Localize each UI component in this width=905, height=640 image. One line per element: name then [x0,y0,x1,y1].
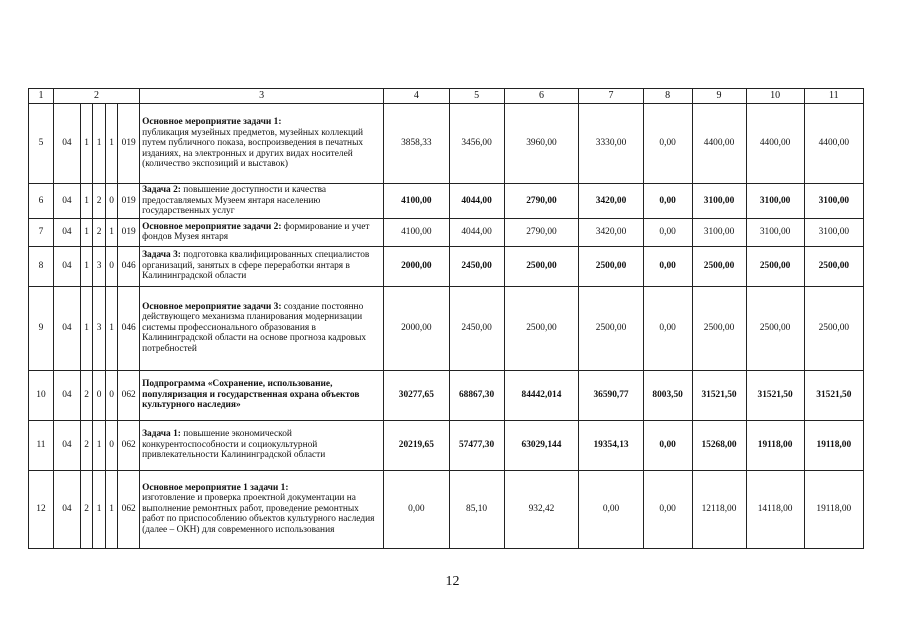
value-cell: 3100,00 [804,184,863,219]
value-cell: 0,00 [643,184,692,219]
description-heading: Задача 1: [142,429,181,440]
value-cell: 63029,144 [504,420,579,470]
description-cell [140,370,384,420]
value-cell: 19118,00 [804,420,863,470]
code-cell: 0 [93,370,105,420]
header-cell: 5 [449,89,504,104]
value-cell: 30277,65 [384,370,449,420]
value-cell: 0,00 [579,470,643,548]
code-cell: 04 [53,218,80,246]
code-cell: 3 [93,286,105,370]
value-cell: 84442,014 [504,370,579,420]
value-cell: 2500,00 [804,286,863,370]
value-cell: 2450,00 [449,246,504,286]
header-cell: 1 [29,89,54,104]
code-cell: 04 [53,246,80,286]
value-cell: 3330,00 [579,104,643,184]
value-cell: 3456,00 [449,104,504,184]
value-cell: 0,00 [643,470,692,548]
value-cell: 3100,00 [746,218,804,246]
code-cell: 1 [80,104,92,184]
value-cell: 31521,50 [692,370,746,420]
header-row [29,89,864,104]
value-cell: 2790,00 [504,218,579,246]
value-cell: 2500,00 [579,286,643,370]
table-row [29,470,864,548]
code-cell: 019 [118,104,140,184]
value-cell: 19354,13 [579,420,643,470]
code-cell: 2 [80,370,92,420]
description-text: повышение экономической конкурентоспособности и социокультурной привлекательности Калининградской области [142,429,326,461]
header-cell: 10 [746,89,804,104]
value-cell: 0,00 [384,470,449,548]
code-cell: 062 [118,420,140,470]
header-cell: 7 [579,89,643,104]
description-text: публикация музейных предметов, музейных коллекций путем публичного показа, воспроизведения в печатных изданиях, на электронных и других видах носителей (количество экспозиций и выставок) [142,127,364,170]
value-cell: 2500,00 [746,246,804,286]
value-cell: 85,10 [449,470,504,548]
code-cell: 04 [53,286,80,370]
value-cell: 14118,00 [746,470,804,548]
description-cell [140,218,384,246]
value-cell: 2500,00 [504,286,579,370]
table-row [29,104,864,184]
budget-table [28,88,864,549]
code-cell: 1 [93,104,105,184]
description-text: повышение доступности и качества предоставляемых Музеем янтаря населению государственных услуг [142,185,327,217]
value-cell: 0,00 [643,104,692,184]
value-cell: 3420,00 [579,184,643,219]
code-cell: 04 [53,370,80,420]
value-cell: 0,00 [643,420,692,470]
code-cell: 0 [105,420,117,470]
table-row [29,246,864,286]
code-cell: 1 [80,218,92,246]
value-cell: 15268,00 [692,420,746,470]
table-row [29,184,864,219]
code-cell: 1 [80,184,92,219]
code-cell: 2 [93,218,105,246]
value-cell: 0,00 [643,286,692,370]
value-cell: 2500,00 [692,286,746,370]
code-cell: 1 [105,470,117,548]
value-cell: 57477,30 [449,420,504,470]
value-cell: 12118,00 [692,470,746,548]
value-cell: 19118,00 [804,470,863,548]
header-cell: 2 [53,89,139,104]
description-cell [140,286,384,370]
header-cell: 9 [692,89,746,104]
row-number-cell: 9 [29,286,54,370]
header-cell: 11 [804,89,863,104]
value-cell: 3858,33 [384,104,449,184]
value-cell: 2500,00 [746,286,804,370]
value-cell: 3420,00 [579,218,643,246]
value-cell: 19118,00 [746,420,804,470]
code-cell: 2 [80,420,92,470]
description-heading: Основное мероприятие 1 задачи 1: [142,482,289,493]
description-heading: Подпрограмма «Сохранение, использование, популяризация и государственная охрана объектов культурного наследия» [142,379,360,411]
row-number-cell: 6 [29,184,54,219]
value-cell: 8003,50 [643,370,692,420]
value-cell: 0,00 [643,246,692,286]
value-cell: 3100,00 [746,184,804,219]
description-text: подготовка квалифицированных специалистов организаций, занятых в сфере переработки янтаря в Калининградской области [142,250,370,282]
description-heading: Задача 2: [142,185,181,195]
code-cell: 1 [105,104,117,184]
table-row [29,370,864,420]
value-cell: 31521,50 [804,370,863,420]
description-text: изготовление и проверка проектной документации на выполнение ремонтных работ, проведение ремонтных работ по приспособлению объектов культурного наследия (далее – ОКН) для современного использования [142,493,375,535]
value-cell: 2450,00 [449,286,504,370]
value-cell: 68867,30 [449,370,504,420]
value-cell: 3100,00 [804,218,863,246]
code-cell: 019 [118,218,140,246]
code-cell: 062 [118,470,140,548]
value-cell: 3100,00 [692,218,746,246]
code-cell: 062 [118,370,140,420]
table-row [29,420,864,470]
code-cell: 04 [53,184,80,219]
code-cell: 3 [93,246,105,286]
description-text: создание постоянно действующего механизма планирования модернизации системы профессионального образования в Калининградской области на основе прогноза кадровых потребностей [142,301,367,354]
code-cell: 1 [93,470,105,548]
description-text: формирование и учет фондов Музея янтаря [142,221,370,243]
value-cell: 2000,00 [384,286,449,370]
value-cell: 0,00 [643,218,692,246]
value-cell: 2500,00 [692,246,746,286]
value-cell: 4400,00 [804,104,863,184]
value-cell: 932,42 [504,470,579,548]
row-number-cell: 7 [29,218,54,246]
description-cell [140,246,384,286]
header-cell: 4 [384,89,449,104]
description-cell [140,184,384,219]
value-cell: 3100,00 [692,184,746,219]
row-number-cell: 12 [29,470,54,548]
value-cell: 31521,50 [746,370,804,420]
description-cell [140,420,384,470]
description-heading: Основное мероприятие задачи 2: [142,221,282,232]
value-cell: 36590,77 [579,370,643,420]
code-cell: 046 [118,246,140,286]
code-cell: 1 [105,218,117,246]
description-heading: Задача 3: [142,250,181,261]
value-cell: 2500,00 [504,246,579,286]
value-cell: 2500,00 [579,246,643,286]
header-cell: 3 [140,89,384,104]
value-cell: 4044,00 [449,184,504,219]
code-cell: 0 [105,370,117,420]
code-cell: 04 [53,420,80,470]
value-cell: 4100,00 [384,184,449,219]
code-cell: 0 [105,246,117,286]
header-cell: 6 [504,89,579,104]
table-row [29,286,864,370]
table-row [29,218,864,246]
code-cell: 046 [118,286,140,370]
code-cell: 2 [93,184,105,219]
value-cell: 4044,00 [449,218,504,246]
page-number: 12 [445,574,460,589]
value-cell: 4400,00 [746,104,804,184]
description-cell [140,470,384,548]
description-heading: Основное мероприятие задачи 3: [142,301,282,312]
value-cell: 20219,65 [384,420,449,470]
row-number-cell: 8 [29,246,54,286]
value-cell: 4100,00 [384,218,449,246]
code-cell: 0 [105,184,117,219]
code-cell: 2 [80,470,92,548]
row-number-cell: 5 [29,104,54,184]
code-cell: 1 [93,420,105,470]
row-number-cell: 11 [29,420,54,470]
code-cell: 04 [53,104,80,184]
code-cell: 1 [80,286,92,370]
value-cell: 3960,00 [504,104,579,184]
code-cell: 1 [105,286,117,370]
header-cell: 8 [643,89,692,104]
value-cell: 2500,00 [804,246,863,286]
description-heading: Основное мероприятие задачи 1: [142,117,282,128]
value-cell: 4400,00 [692,104,746,184]
code-cell: 019 [118,184,140,219]
code-cell: 1 [80,246,92,286]
value-cell: 2000,00 [384,246,449,286]
row-number-cell: 10 [29,370,54,420]
description-cell [140,104,384,184]
code-cell: 04 [53,470,80,548]
value-cell: 2790,00 [504,184,579,219]
